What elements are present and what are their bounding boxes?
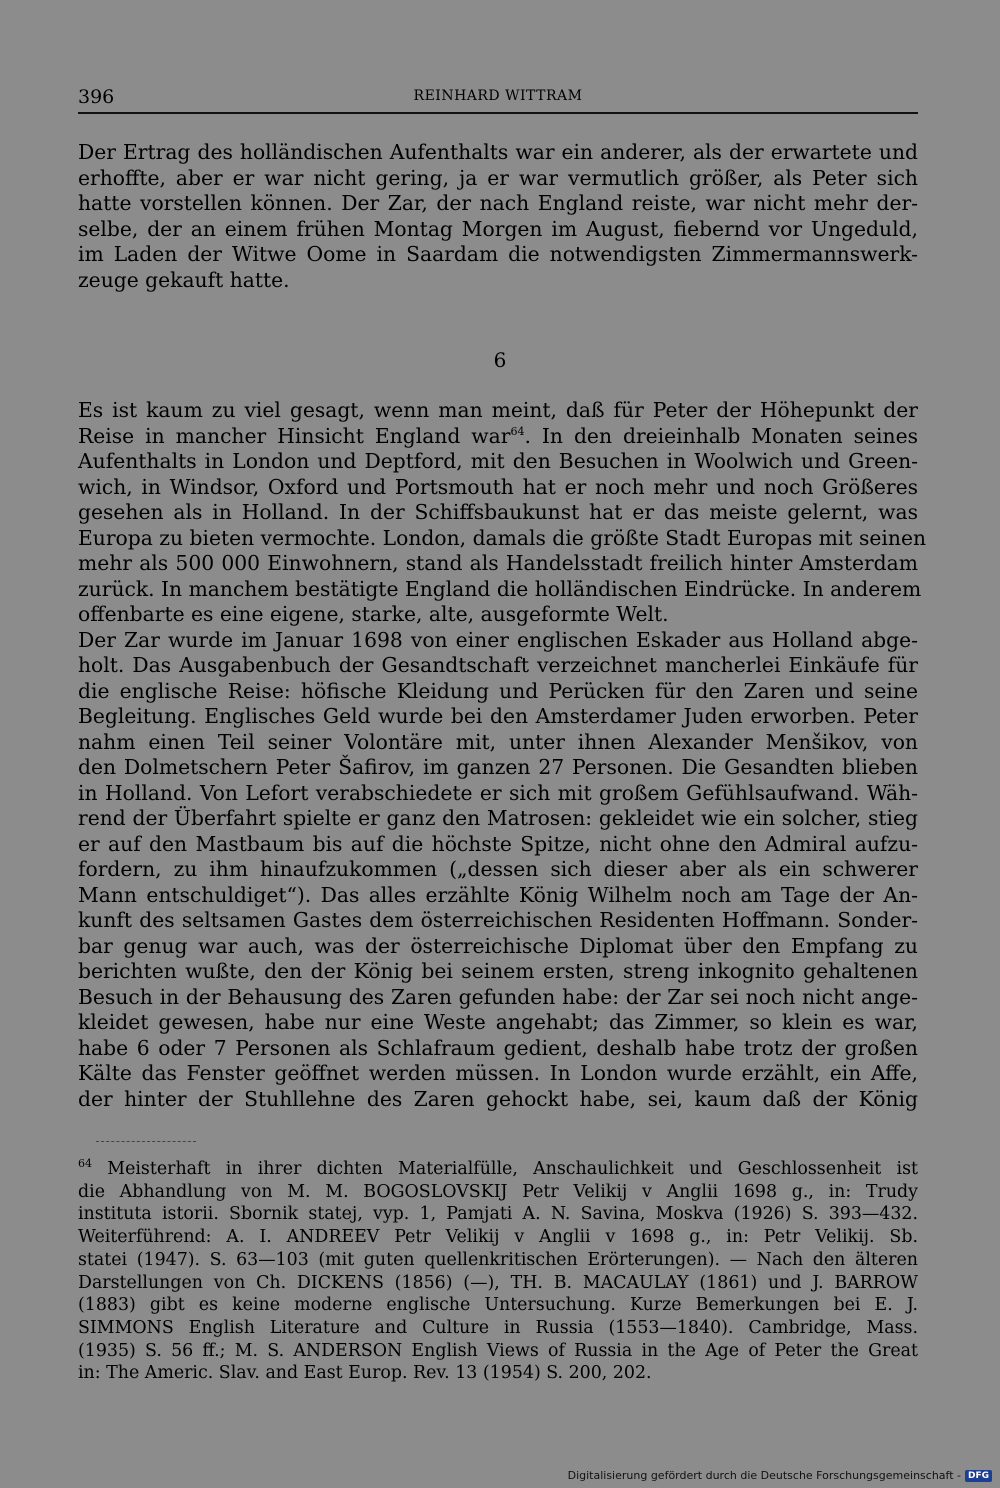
footnote-64: [78, 1158, 918, 1385]
credit-text: Digitalisierung gefördert durch die Deutsche Forschungsgemeinschaft -: [567, 1469, 961, 1482]
text-line: der hinter der Stuhllehne des Zaren gehockt habe, sei, kaum daß der König: [78, 1086, 918, 1111]
text-line: Begleitung. Englisches Geld wurde bei den Amsterdamer Juden erworben. Peter: [78, 704, 918, 728]
text-line: nahm einen Teil seiner Volontäre mit, unter ihnen Alexander Menšikov, von: [78, 729, 918, 754]
footnote-line: Darstellungen von Ch. DICKENS (1856) (—), TH. B. MACAULAY (1861) und J. BARROW: [78, 1272, 918, 1293]
text-line: selbe, der an einem frühen Montag Morgen im August, fiebernd vor Ungeduld,: [78, 216, 918, 241]
text-line: er auf den Mastbaum bis auf die höchste Spitze, nicht ohne den Admiral aufzu-: [78, 831, 918, 856]
section-number: 6: [493, 348, 507, 372]
footnote-line: Weiterführend: A. I. ANDREEV Petr Velikij v Anglii v 1698 g., in: Petr Velikij. Sb.: [78, 1227, 918, 1248]
text-line: berichten wußte, den der König bei seinem ersten, streng inkognito gehaltenen: [78, 959, 918, 983]
text-line: Der Ertrag des holländischen Aufenthalts war ein anderer, als der erwartete und: [78, 140, 918, 164]
footnote-line: SIMMONS English Literature and Culture in Russia (1553—1840). Cambridge, Mass.: [78, 1317, 918, 1338]
text-line: Mann entschuldiget“). Das alles erzählte König Wilhelm noch am Tage der An-: [78, 882, 918, 907]
text-line: fordern, zu ihm hinaufzukommen („dessen sich dieser aber als ein schwerer: [78, 857, 918, 881]
text-line: gesehen als in Holland. In der Schiffsbaukunst hat er das meiste gelernt, was: [78, 500, 918, 524]
text-line: den Dolmetschern Peter Šafirov, im ganzen 27 Personen. Die Gesandten blieben: [78, 755, 918, 779]
footnote-line: instituta istorii. Sbornik statej, vyp. 1, Pamjati A. N. Savina, Moskva (1926) S. 393—432.: [78, 1204, 918, 1225]
paragraph-2: [78, 398, 927, 1112]
text-line: kunft des seltsamen Gastes dem österreichischen Residenten Hoffmann. Sonder-: [78, 908, 918, 932]
text-line: Der Zar wurde im Januar 1698 von einer englischen Eskader aus Holland abge-: [78, 627, 918, 652]
text-line: kleidet gewesen, habe nur eine Weste angehabt; das Zimmer, so klein es war,: [78, 1010, 918, 1034]
dfg-logo-icon[interactable]: DFG: [965, 1470, 992, 1482]
text-line: rend der Überfahrt spielte er ganz den Matrosen: gekleidet wie ein solcher, stieg: [78, 806, 918, 830]
text-line: hatte vorstellen können. Der Zar, der nach England reiste, war nicht mehr der-: [78, 191, 918, 215]
text-line: holt. Das Ausgabenbuch der Gesandtschaft verzeichnet mancherlei Einkäufe für: [78, 653, 918, 677]
footnote-line: in: The Americ. Slav. and East Europ. Rev. 13 (1954) S. 200, 202.: [78, 1363, 652, 1384]
footnote-line: (1883) gibt es keine moderne englische Untersuchung. Kurze Bemerkungen bei E. J.: [78, 1295, 918, 1316]
text-line: zurück. In manchem bestätigte England die holländischen Eindrücke. In anderem: [78, 576, 922, 601]
text-line: wich, in Windsor, Oxford und Portsmouth hat er noch mehr und noch Größeres: [78, 474, 918, 499]
text-line: Aufenthalts in London und Deptford, mit den Besuchen in Woolwich und Green-: [78, 449, 918, 473]
page-number: 396: [78, 86, 115, 108]
text-line-with-footnote-ref: [78, 424, 918, 450]
text-fragment: . In den dreieinhalb Monaten seines: [524, 423, 919, 448]
text-line: zeuge gekauft hatte.: [78, 267, 290, 292]
text-line: mehr als 500 000 Einwohnern, stand als Handelsstadt freilich hinter Amsterdam: [78, 551, 918, 575]
text-line: im Laden der Witwe Oome in Saardam die notwendigsten Zimmermannswerk-: [78, 242, 918, 266]
footnote-divider: [96, 1141, 196, 1142]
footnote-reference[interactable]: 64: [510, 424, 525, 438]
text-fragment: Meisterhaft in ihrer dichten Materialfülle, Anschaulichkeit und Geschlossenheit ist: [107, 1159, 919, 1179]
running-head: [78, 86, 918, 114]
text-line: die englische Reise: höfische Kleidung und Perücken für den Zaren und seine: [78, 678, 918, 703]
text-line: in Holland. Von Lefort verabschiedete er sich mit großem Gefühlsaufwand. Wäh-: [78, 780, 918, 805]
text-line: Europa zu bieten vermochte. London, damals die größte Stadt Europas mit seinen: [78, 525, 927, 550]
text-line: bar genug war auch, was der österreichische Diplomat über den Empfang zu: [78, 933, 918, 958]
text-fragment: Reise in mancher Hinsicht England war: [78, 423, 511, 448]
footnote-marker: 64: [78, 1157, 92, 1171]
footnote-line: (1935) S. 56 ff.; M. S. ANDERSON English Views of Russia in the Age of Peter the Great: [78, 1340, 918, 1361]
footnote-line: [78, 1158, 918, 1181]
text-line: Kälte das Fenster geöffnet werden müssen. In London wurde erzählt, ein Affe,: [78, 1061, 918, 1085]
text-line: erhoffte, aber er war nicht gering, ja er war vermutlich größer, als Peter sich: [78, 165, 918, 190]
footnote-line: statei (1947). S. 63—103 (mit guten quellenkritischen Erörterungen). — Nach den älteren: [78, 1249, 918, 1270]
text-line: offenbarte es eine eigene, starke, alte, ausgeformte Welt.: [78, 602, 669, 626]
paragraph-1: [78, 140, 918, 293]
footnote-line: die Abhandlung von M. M. BOGOSLOVSKIJ Petr Velikij v Anglii 1698 g., in: Trudy: [78, 1181, 918, 1202]
text-line: habe 6 oder 7 Personen als Schlafraum gedient, deshalb habe trotz der großen: [78, 1035, 918, 1060]
text-line: Besuch in der Behausung des Zaren gefunden habe: der Zar sei noch nicht ange-: [78, 984, 918, 1009]
text-line: Es ist kaum zu viel gesagt, wenn man meint, daß für Peter der Höhepunkt der: [78, 398, 918, 422]
digitization-credit: [568, 1469, 992, 1482]
running-title: REINHARD WITTRAM: [413, 88, 583, 104]
